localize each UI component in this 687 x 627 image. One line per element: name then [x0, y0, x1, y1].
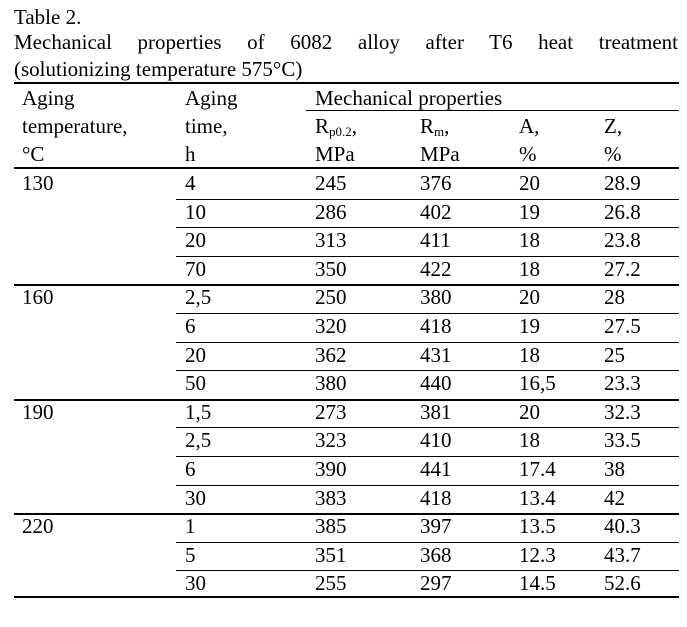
- cell-a: 18: [519, 428, 540, 453]
- cell-rm: 297: [420, 571, 452, 596]
- cell-a: 18: [519, 228, 540, 253]
- header-aging-time-line2: time,: [185, 114, 228, 138]
- cell-time: 20: [185, 342, 206, 367]
- table-subtitle: (solutionizing temperature 575°C): [14, 57, 303, 81]
- table-bottom-rule: [14, 596, 679, 598]
- cell-aging-temperature: 220: [22, 514, 54, 539]
- cell-rp: 323: [315, 428, 347, 453]
- cell-rp: 250: [315, 285, 347, 310]
- header-aging-time-line1: Aging: [185, 86, 238, 110]
- cell-z: 28.9: [604, 171, 641, 195]
- header-bottom-rule: [14, 167, 679, 169]
- cell-z: 38: [604, 457, 625, 481]
- cell-z: 43.7: [604, 542, 641, 567]
- header-z: Z,: [604, 114, 623, 138]
- cell-a: 20: [519, 399, 540, 424]
- table-label: Table 2.: [14, 5, 82, 29]
- cell-z: 52.6: [604, 571, 641, 596]
- cell-rp: 320: [315, 314, 347, 338]
- cell-time: 6: [185, 457, 196, 481]
- cell-time: 10: [185, 199, 206, 224]
- cell-rp: 362: [315, 342, 347, 367]
- cell-rp: 385: [315, 514, 347, 539]
- cell-z: 32.3: [604, 399, 641, 424]
- header-aging-time-line3: h: [185, 142, 196, 166]
- cell-time: 6: [185, 314, 196, 338]
- cell-rp: 273: [315, 399, 347, 424]
- header-span-rule: [306, 110, 679, 111]
- cell-z: 27.2: [604, 256, 641, 281]
- cell-rm: 441: [420, 457, 452, 481]
- cell-a: 18: [519, 256, 540, 281]
- header-rp02-unit: MPa: [315, 142, 355, 166]
- cell-a: 14.5: [519, 571, 556, 596]
- cell-a: 18: [519, 342, 540, 367]
- cell-z: 27.5: [604, 314, 641, 338]
- header-z-unit: %: [604, 142, 622, 166]
- cell-time: 70: [185, 256, 206, 281]
- cell-a: 19: [519, 314, 540, 338]
- cell-rm: 368: [420, 542, 452, 567]
- cell-z: 28: [604, 285, 625, 310]
- cell-z: 33.5: [604, 428, 641, 453]
- header-rp02: $R_{p0.2}$,: [315, 114, 358, 139]
- group-divider: [14, 284, 679, 286]
- cell-rp: 383: [315, 485, 347, 510]
- cell-z: 42: [604, 485, 625, 510]
- cell-time: 1,5: [185, 399, 212, 424]
- group-divider: [14, 513, 679, 515]
- cell-a: 20: [519, 171, 540, 195]
- cell-rp: 351: [315, 542, 347, 567]
- cell-a: 19: [519, 199, 540, 224]
- cell-z: 25: [604, 342, 625, 367]
- cell-time: 30: [185, 485, 206, 510]
- cell-a: 16,5: [519, 371, 556, 396]
- cell-time: 30: [185, 571, 206, 596]
- cell-time: 1: [185, 514, 196, 539]
- cell-rp: 350: [315, 256, 347, 281]
- cell-rp: 286: [315, 199, 347, 224]
- cell-rm: 422: [420, 256, 452, 281]
- cell-rm: 418: [420, 485, 452, 510]
- cell-rm: 381: [420, 399, 452, 424]
- cell-time: 20: [185, 228, 206, 253]
- cell-aging-temperature: 190: [22, 399, 54, 424]
- cell-rm: 410: [420, 428, 452, 453]
- cell-time: 5: [185, 542, 196, 567]
- cell-a: 13.5: [519, 514, 556, 539]
- cell-a: 12.3: [519, 542, 556, 567]
- cell-aging-temperature: 130: [22, 171, 54, 195]
- table-top-rule: [14, 82, 679, 84]
- cell-rm: 376: [420, 171, 452, 195]
- header-a: A,: [519, 114, 540, 138]
- header-rm-unit: MPa: [420, 142, 460, 166]
- cell-aging-temperature: 160: [22, 285, 54, 310]
- cell-rp: 313: [315, 228, 347, 253]
- cell-time: 50: [185, 371, 206, 396]
- cell-a: 20: [519, 285, 540, 310]
- cell-z: 26.8: [604, 199, 641, 224]
- header-mechanical-properties: Mechanical properties: [315, 86, 503, 110]
- cell-rm: 380: [420, 285, 452, 310]
- cell-a: 13.4: [519, 485, 556, 510]
- header-aging-temperature-line3: °C: [22, 142, 45, 166]
- header-aging-temperature-line2: temperature,: [22, 114, 128, 138]
- cell-rm: 397: [420, 514, 452, 539]
- cell-rm: 402: [420, 199, 452, 224]
- cell-z: 23.3: [604, 371, 641, 396]
- cell-rp: 390: [315, 457, 347, 481]
- cell-z: 23.8: [604, 228, 641, 253]
- cell-a: 17.4: [519, 457, 556, 481]
- cell-rm: 440: [420, 371, 452, 396]
- header-a-unit: %: [519, 142, 537, 166]
- cell-rm: 411: [420, 228, 451, 253]
- cell-rp: 245: [315, 171, 347, 195]
- table-title: Mechanical properties of 6082 alloy after T6 heat treatment: [14, 30, 678, 54]
- cell-time: 4: [185, 171, 196, 195]
- cell-rp: 255: [315, 571, 347, 596]
- cell-rp: 380: [315, 371, 347, 396]
- group-divider: [14, 399, 679, 401]
- cell-time: 2,5: [185, 428, 212, 453]
- cell-rm: 431: [420, 342, 452, 367]
- cell-time: 2,5: [185, 285, 212, 310]
- cell-z: 40.3: [604, 514, 641, 539]
- cell-rm: 418: [420, 314, 452, 338]
- header-aging-temperature-line1: Aging: [22, 86, 75, 110]
- header-rm: $R_m$,: [420, 114, 450, 139]
